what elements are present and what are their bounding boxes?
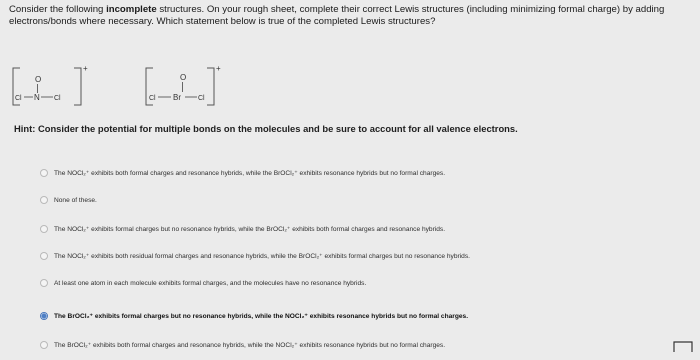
option-label: At least one atom in each molecule exhibits formal charges, and the molecules have no resonance hybrids. bbox=[54, 279, 367, 287]
brOCl2-bromine: Br bbox=[173, 93, 181, 102]
option-2[interactable] bbox=[40, 196, 97, 204]
expand-bracket-icon[interactable] bbox=[672, 338, 694, 354]
noCl2-charge: + bbox=[83, 64, 88, 73]
option-3[interactable] bbox=[40, 225, 445, 233]
question-part2: structures. On your rough sheet, complete their correct Lewis structures (including minimizing formal charge) by adding electrons/bonds where necessary. Which statement below is true of the completed Lewis structures? bbox=[9, 4, 665, 27]
noCl2-left-chlorine: Cl bbox=[15, 95, 22, 102]
brOCl2-left-chlorine: Cl bbox=[149, 95, 156, 102]
hint-text: Hint: Consider the potential for multiple bonds on the molecules and be sure to account for all valence electrons. bbox=[14, 123, 518, 134]
option-4[interactable] bbox=[40, 252, 470, 260]
option-1[interactable] bbox=[40, 169, 445, 177]
radio-button[interactable] bbox=[40, 279, 48, 287]
radio-button-selected[interactable] bbox=[40, 312, 48, 320]
expand-bracket-svg bbox=[672, 338, 694, 354]
question-bold: incomplete bbox=[106, 4, 157, 15]
radio-button[interactable] bbox=[40, 169, 48, 177]
option-label: The BrOCl₂⁺ exhibits formal charges but no resonance hybrids, while the NOCl₂⁺ exhibits resonance hybrids but no formal charges. bbox=[54, 313, 469, 320]
option-label: The NOCl₂⁺ exhibits both residual formal charges and resonance hybrids, while the BrOCl₂⁺ exhibits formal charges but no resonance hybrids. bbox=[54, 253, 470, 260]
radio-button[interactable] bbox=[40, 196, 48, 204]
brOCl2-right-chlorine: Cl bbox=[198, 95, 205, 102]
noCl2-nitrogen: N bbox=[34, 93, 40, 102]
option-label: The NOCl₂⁺ exhibits both formal charges and resonance hybrids, while the BrOCl₂⁺ exhibits resonance hybrids but no formal charges. bbox=[54, 170, 446, 177]
radio-button[interactable] bbox=[40, 341, 48, 349]
option-5[interactable] bbox=[40, 279, 366, 287]
option-label: None of these. bbox=[54, 196, 97, 204]
question-part1: Consider the following bbox=[9, 4, 107, 15]
option-label: The NOCl₂⁺ exhibits formal charges but no resonance hybrids, while the BrOCl₂⁺ exhibits both formal charges and resonance hybrids. bbox=[54, 226, 446, 233]
radio-button[interactable] bbox=[40, 252, 48, 260]
option-7[interactable] bbox=[40, 341, 445, 349]
option-6[interactable] bbox=[40, 312, 468, 320]
brOCl2-charge: + bbox=[216, 64, 221, 73]
radio-button[interactable] bbox=[40, 225, 48, 233]
option-label: The BrOCl₂⁺ exhibits both formal charges and resonance hybrids, while the NOCl₂⁺ exhibits resonance hybrids but no formal charges. bbox=[54, 342, 446, 349]
noCl2-oxygen: O bbox=[35, 75, 42, 84]
brOCl2-oxygen: O bbox=[180, 73, 187, 82]
noCl2-right-chlorine: Cl bbox=[54, 95, 61, 102]
